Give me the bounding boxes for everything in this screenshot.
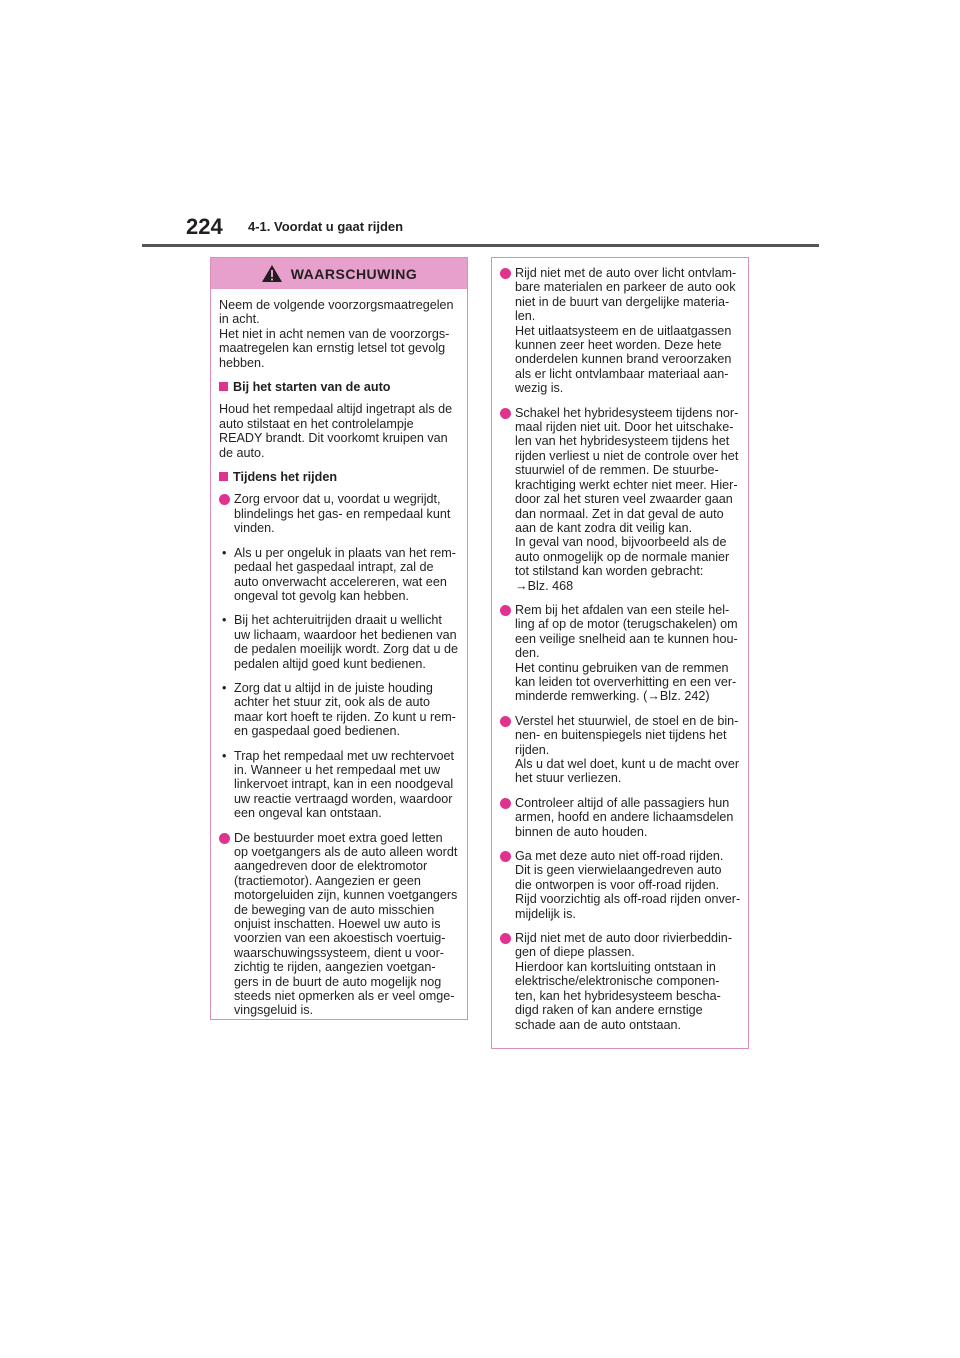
list-item xyxy=(219,492,459,535)
section-title: 4-1. Voordat u gaat rijden xyxy=(248,219,404,234)
pink-dot-icon xyxy=(500,605,511,616)
list-item xyxy=(500,931,740,1032)
text-line: de beweging van de auto misschien xyxy=(234,902,435,917)
text-line: maar kort hoeft te rijden. Zo kunt u rem- xyxy=(234,709,456,724)
bullet-item xyxy=(219,681,459,739)
list-item xyxy=(500,603,740,704)
warning-title: WAARSCHUWING xyxy=(290,265,418,282)
text-line: elektrische/elektronische componen- xyxy=(515,974,720,989)
page-reference[interactable]: →Blz. 468 xyxy=(515,578,574,593)
text-line: vinden. xyxy=(234,521,275,536)
text-line: bare materialen en parkeer de auto ook xyxy=(515,280,736,295)
text-line: Rijd voorzichtig als off-road rijden onver- xyxy=(515,892,741,907)
text-line: Neem de volgende voorzorgsmaatregelen xyxy=(219,298,454,312)
text-line: den. xyxy=(515,646,540,661)
section-heading-starting xyxy=(219,380,459,394)
text-line: binnen de auto houden. xyxy=(515,824,648,839)
text-line: rijden. xyxy=(515,742,550,757)
text-line: ling af op de motor (terugschakelen) om xyxy=(515,617,738,632)
text-line: en gaspedaal goed bedienen. xyxy=(234,724,400,739)
page-reference[interactable]: minderde remwerking. (→Blz. 242) xyxy=(515,689,710,704)
text-line: Hierdoor kan kortsluiting ontstaan in xyxy=(515,959,716,974)
text-line: als er licht ontvlambaar materiaal aan- xyxy=(515,366,729,381)
page-number: 224 xyxy=(186,214,223,239)
section-paragraph xyxy=(219,402,459,460)
text-line: door zal het sturen veel zwaarder gaan xyxy=(515,492,733,507)
section-heading-text: Tijdens het rijden xyxy=(233,470,338,485)
text-line: zichtig te rijden, aangezien voetgan- xyxy=(234,960,436,975)
bullet-item xyxy=(219,546,459,604)
text-line: Zorg dat u altijd in de juiste houding xyxy=(234,680,433,695)
text-line: Schakel het hybridesysteem tijdens nor- xyxy=(515,405,739,420)
list-item xyxy=(500,266,740,396)
text-line: ten, kan het hybridesysteem bescha- xyxy=(515,988,721,1003)
text-line: niet in de buurt van dergelijke materia- xyxy=(515,294,730,309)
text-line: ongeval tot gevolg kan hebben. xyxy=(234,588,410,603)
section-heading-driving xyxy=(219,470,459,484)
text-line: nen- en buitenspiegels niet tijdens het xyxy=(515,728,727,743)
text-line: auto stilstaat en het controlelampje xyxy=(219,416,414,431)
text-line: blindelings het gas- en rempedaal kunt xyxy=(234,506,451,521)
list-item xyxy=(500,406,740,593)
list-item xyxy=(500,714,740,786)
text-line: Houd het rempedaal altijd ingetrapt als de xyxy=(219,402,453,417)
warning-box-header xyxy=(211,258,467,289)
text-line: rijden verliest u niet de controle over het xyxy=(515,448,739,463)
warning-box-continued xyxy=(491,257,749,1049)
list-item xyxy=(500,796,740,839)
text-line: Bij het achteruitrijden draait u wellicht xyxy=(234,613,442,628)
text-line: het stuur verliezen. xyxy=(515,771,622,786)
warning-triangle-icon xyxy=(261,264,283,283)
text-line: aangedreven door de elektromotor xyxy=(234,859,428,874)
text-line: In geval van nood, bijvoorbeeld als de xyxy=(515,535,727,550)
text-line: Ga met deze auto niet off-road rijden. xyxy=(515,849,724,864)
header-rule xyxy=(142,244,819,247)
list-item xyxy=(500,849,740,921)
warning-box xyxy=(210,257,468,1020)
text-line: gers in de buurt de auto mogelijk nog xyxy=(234,974,442,989)
text-line: maatregelen kan ernstig letsel tot gevolg xyxy=(219,341,446,356)
text-line: De bestuurder moet extra goed letten xyxy=(234,830,443,845)
text-line: linkervoet intrapt, kan in een noodgeval xyxy=(234,777,454,792)
text-line: uw reactie vertraagd worden, waardoor xyxy=(234,791,453,806)
text-line: len van het hybridesysteem tijdens het xyxy=(515,434,730,449)
warning-box-body xyxy=(211,289,467,1018)
list-item xyxy=(219,831,459,1018)
pink-dot-icon xyxy=(219,494,230,505)
bullet-item xyxy=(219,749,459,821)
text-line: Rijd niet met de auto door rivierbeddin- xyxy=(515,931,733,946)
text-line: de pedalen moeilijk wordt. Zorg dat u de xyxy=(234,642,459,657)
text-line: auto onverwacht accelereren, wat een xyxy=(234,574,447,589)
pink-dot-icon xyxy=(500,798,511,809)
text-line: mijdelijk is. xyxy=(515,906,576,921)
text-line: READY brandt. Dit voorkomt kruipen van xyxy=(219,431,448,446)
text-line: waarschuwingssysteem, dient u voor- xyxy=(234,945,444,960)
bullet-item xyxy=(219,613,459,671)
pink-dot-icon xyxy=(500,268,511,279)
pink-square-icon xyxy=(219,472,228,481)
text-line: voorzien van een akoestisch voertuig- xyxy=(234,931,446,946)
text-line: uw lichaam, waardoor het bedienen van xyxy=(234,627,457,642)
text-line: auto onmogelijk op de normale manier xyxy=(515,549,730,564)
text-line: onjuist inschatten. Hoewel uw auto is xyxy=(234,917,441,932)
pink-dot-icon xyxy=(500,933,511,944)
text-line: onderdelen kunnen brand veroorzaken xyxy=(515,352,732,367)
text-line: krachtiging werkt echter niet meer. Hier- xyxy=(515,477,738,492)
text-line: gen of diepe plassen. xyxy=(515,945,635,960)
bullet-mark: • xyxy=(222,613,227,628)
text-line: digd raken of kan andere ernstige xyxy=(515,1003,703,1018)
text-line: Als u dat wel doet, kunt u de macht over xyxy=(515,757,740,771)
warning-box-continued-body xyxy=(492,258,748,1032)
text-line: een ongeval kan ontstaan. xyxy=(234,806,382,821)
text-line: maal rijden niet uit. Door het uitschake- xyxy=(515,420,734,435)
text-line: achter het stuur zit, ook als de auto xyxy=(234,695,431,710)
text-line: hebben. xyxy=(219,355,265,370)
pink-dot-icon xyxy=(219,833,230,844)
text-line: motorgeluiden zijn, kunnen voetgangers xyxy=(234,888,458,903)
pink-dot-icon xyxy=(500,851,511,862)
text-line: in. Wanneer u het rempedaal met uw xyxy=(234,762,441,777)
text-line: Zorg ervoor dat u, voordat u wegrijdt, xyxy=(234,492,441,507)
text-line: schade aan de auto ontstaan. xyxy=(515,1017,681,1032)
text-line: len. xyxy=(515,309,536,324)
text-line: Verstel het stuurwiel, de stoel en de bin- xyxy=(515,713,739,728)
text-line: wezig is. xyxy=(515,381,564,396)
text-line: pedaal het gaspedaal intrapt, zal de xyxy=(234,560,434,575)
text-line: Het niet in acht nemen van de voorzorgs- xyxy=(219,326,450,341)
bullet-mark: • xyxy=(222,545,227,560)
text-line: armen, hoofd en andere lichaamsdelen xyxy=(515,810,734,825)
text-line: Het uitlaatsysteem en de uitlaatgassen xyxy=(515,323,732,338)
text-line: kunnen zeer heet worden. Deze hete xyxy=(515,338,722,353)
text-line: Dit is geen vierwielaangedreven auto xyxy=(515,863,722,878)
text-line: kan leiden tot oververhitting en een ver- xyxy=(515,674,737,689)
section-heading-text: Bij het starten van de auto xyxy=(233,380,391,395)
pink-dot-icon xyxy=(500,716,511,727)
text-line: een veilige snelheid aan te kunnen hou- xyxy=(515,631,738,646)
text-line: (tractiemotor). Aangezien er geen xyxy=(234,873,421,888)
text-line: op voetgangers als de auto alleen wordt xyxy=(234,845,458,859)
text-line: in acht. xyxy=(219,312,260,327)
text-line: Rem bij het afdalen van een steile hel- xyxy=(515,602,730,617)
pink-square-icon xyxy=(219,382,228,391)
text-line: aan de kant zodra dit veilig kan. xyxy=(515,520,693,535)
text-line: stuurwiel of de remmen. De stuurbe- xyxy=(515,463,719,478)
text-line: steeds niet opmerken als er veel omge- xyxy=(234,989,455,1004)
text-line: Trap het rempedaal met uw rechtervoet xyxy=(234,748,455,763)
text-line: vingsgeluid is. xyxy=(234,1003,314,1018)
text-line: de auto. xyxy=(219,445,265,460)
text-line: Rijd niet met de auto over licht ontvlam- xyxy=(515,266,737,280)
bullet-mark: • xyxy=(222,680,227,695)
text-line: Het continu gebruiken van de remmen xyxy=(515,660,729,675)
pink-dot-icon xyxy=(500,408,511,419)
text-line: die ontworpen is voor off-road rijden. xyxy=(515,877,720,892)
text-line: tot stilstand kan worden gebracht: xyxy=(515,564,704,579)
text-line: Controleer altijd of alle passagiers hun xyxy=(515,795,730,810)
text-line: Als u per ongeluk in plaats van het rem- xyxy=(234,545,456,560)
text-line: dan normaal. Zet in dat geval de auto xyxy=(515,506,724,521)
bullet-mark: • xyxy=(222,748,227,763)
warning-intro xyxy=(219,298,459,370)
text-line: pedalen altijd goed kunt bedienen. xyxy=(234,656,426,671)
